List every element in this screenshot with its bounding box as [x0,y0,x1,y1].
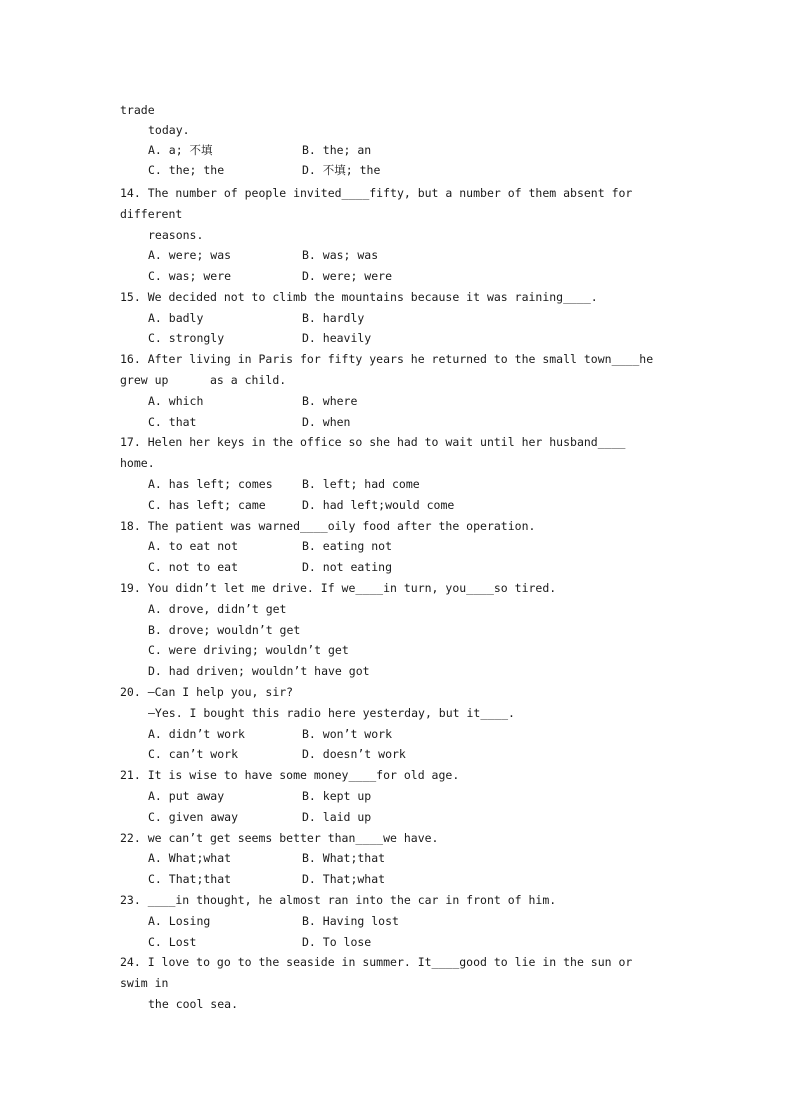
q16-option-a: A. which [148,394,204,408]
q21-option-c: C. given away [148,810,239,824]
q23-stem: 23. ____in thought, he almost ran into the car in front of him. [120,893,557,907]
q16-option-d: D. when [302,415,351,429]
q17-option-d: D. had left;would come [302,498,455,512]
q14-option-a: A. were; was [148,248,232,262]
q24-stem: 24. I love to go to the seaside in summer. It____good to lie in the sun or [120,955,633,969]
q13-continuation-2: today. [148,123,190,137]
q21-option-b: B. kept up [302,789,372,803]
q14-option-b: B. was; was [302,248,379,262]
q18-option-c: C. not to eat [148,560,239,574]
q13-option-a: A. a; 不填 [148,143,213,157]
q21-option-a: A. put away [148,789,225,803]
q18-option-a: A. to eat not [148,539,239,553]
q17-option-a: A. has left; comes [148,477,273,491]
q15-option-a: A. badly [148,311,204,325]
q22-stem: 22. we can’t get seems better than____we have. [120,831,439,845]
q14-continuation-2: reasons. [148,228,204,242]
q13-option-d: D. 不填; the [302,163,381,177]
q22-option-a: A. What;what [148,851,232,865]
q13-continuation-1: trade [120,103,155,117]
q23-option-c: C. Lost [148,935,197,949]
q17-stem: 17. Helen her keys in the office so she had to wait until her husband____ [120,435,626,449]
q24-continuation-1: swim in [120,976,169,990]
q20-option-d: D. doesn’t work [302,747,406,761]
q13-option-c: C. the; the [148,163,225,177]
q14-option-c: C. was; were [148,269,232,283]
q22-option-b: B. What;that [302,851,386,865]
q19-option-b: B. drove; wouldn’t get [148,623,301,637]
q16-option-c: C. that [148,415,197,429]
q15-stem: 15. We decided not to climb the mountains because it was raining____. [120,290,598,304]
q17-continuation-1: home. [120,456,155,470]
q22-option-c: C. That;that [148,872,232,886]
q16-continuation-1: grew up as a child. [120,373,287,387]
q18-stem: 18. The patient was warned____oily food after the operation. [120,519,536,533]
q24-continuation-2: the cool sea. [148,997,239,1011]
q23-option-a: A. Losing [148,914,211,928]
q14-continuation-1: different [120,207,183,221]
q17-option-c: C. has left; came [148,498,266,512]
q20-option-c: C. can’t work [148,747,239,761]
q13-option-b: B. the; an [302,143,372,157]
q20-option-b: B. won’t work [302,727,393,741]
q20-option-a: A. didn’t work [148,727,245,741]
q19-option-a: A. drove, didn’t get [148,602,287,616]
q19-option-c: C. were driving; wouldn’t get [148,643,349,657]
q17-option-b: B. left; had come [302,477,420,491]
q16-option-b: B. where [302,394,358,408]
q15-option-d: D. heavily [302,331,372,345]
q20-stem: 20. —Can I help you, sir? [120,685,294,699]
q14-option-d: D. were; were [302,269,393,283]
q19-option-d: D. had driven; wouldn’t have got [148,664,370,678]
q23-option-b: B. Having lost [302,914,399,928]
q16-stem: 16. After living in Paris for fifty years he returned to the small town____he [120,352,654,366]
q21-option-d: D. laid up [302,810,372,824]
q15-option-b: B. hardly [302,311,365,325]
q18-option-d: D. not eating [302,560,393,574]
q14-stem: 14. The number of people invited____fifty, but a number of them absent for [120,186,633,200]
q18-option-b: B. eating not [302,539,393,553]
q20-continuation-1: —Yes. I bought this radio here yesterday, but it____. [148,706,515,720]
q22-option-d: D. That;what [302,872,386,886]
q21-stem: 21. It is wise to have some money____for old age. [120,768,460,782]
q23-option-d: D. To lose [302,935,372,949]
q15-option-c: C. strongly [148,331,225,345]
q19-stem: 19. You didn’t let me drive. If we____in turn, you____so tired. [120,581,557,595]
